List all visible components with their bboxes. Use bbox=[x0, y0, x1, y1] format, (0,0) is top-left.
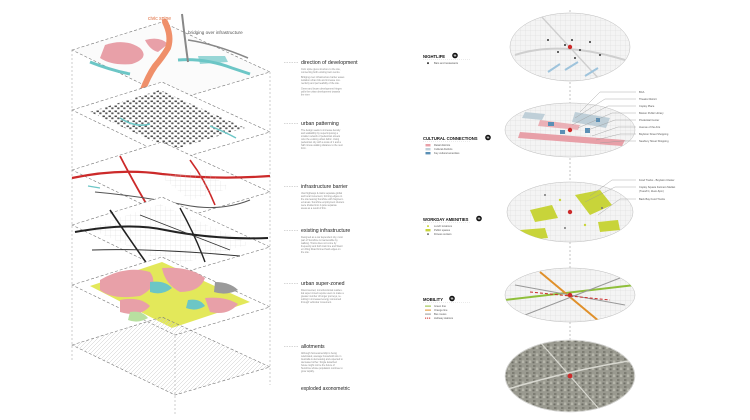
disc-nightlife bbox=[510, 13, 630, 83]
focus-pin-aerial bbox=[568, 374, 573, 379]
legend-item bbox=[425, 312, 447, 316]
layer-description-line: were divided into 4 quite separate bbox=[301, 204, 337, 207]
disc-mobility bbox=[505, 268, 635, 322]
layer-description-line: pulls the urban development towards bbox=[301, 90, 341, 94]
disc-aerial-base bbox=[505, 340, 635, 412]
legend-section bbox=[423, 216, 482, 236]
legend-item bbox=[426, 147, 454, 151]
layer-text-block bbox=[284, 121, 343, 150]
legend-label: Cultural districts bbox=[434, 148, 453, 151]
runner-icon bbox=[449, 296, 455, 302]
map-callout: Newbury Street Shopping bbox=[639, 140, 669, 143]
legend-section bbox=[423, 53, 470, 65]
legend-section-title: WORKDAY AMENITIES bbox=[423, 217, 469, 222]
map-callout: Avenue of the Arts bbox=[639, 126, 661, 129]
legend-item bbox=[426, 151, 461, 155]
layer-description-line: Bridging over infrastructure barrier eases bbox=[301, 76, 345, 80]
layer-description-line: and walkability by superimposing a bbox=[301, 132, 338, 135]
layer-description-line: onto the existing urban fabric. Using bbox=[301, 138, 340, 141]
legend-item bbox=[425, 304, 447, 308]
layer-description-line: frequently and both train line and Westr bbox=[301, 245, 343, 248]
layer-description-line: half minute walking distance to the next bbox=[301, 144, 343, 147]
layer-description-line: pedestrian city with a scale of 1 and a bbox=[301, 141, 341, 144]
exploded-axonometric-caption: exploded axonometric bbox=[301, 386, 350, 392]
layer-description-line: form. bbox=[301, 147, 307, 150]
callouts-workday bbox=[639, 178, 675, 201]
layer-description-line: The design seeks to increase density bbox=[301, 129, 341, 132]
worker-icon bbox=[476, 216, 482, 222]
layer-description-line: Green and brown development fringes bbox=[301, 87, 342, 91]
legend-label: Bars and restaurants bbox=[434, 62, 459, 65]
layer-description-line: house might not be the future of bbox=[301, 364, 335, 367]
legend-section-title: MOBILITY bbox=[423, 297, 444, 302]
cocktail-icon bbox=[452, 53, 458, 59]
legend-swatch bbox=[426, 229, 431, 231]
legend-swatch bbox=[426, 148, 431, 150]
layer-description-line: grow rapidly. bbox=[301, 370, 315, 373]
layer-text-block bbox=[284, 281, 345, 304]
legend-label: Public spaces bbox=[434, 229, 451, 232]
map-callout: Food Trucks - Boylston Cluster bbox=[639, 179, 675, 182]
layer-descriptions bbox=[284, 60, 358, 373]
layer-description-line: areas as a result of this. bbox=[301, 207, 327, 210]
legend-swatch bbox=[427, 62, 429, 64]
legend-label: Green line bbox=[434, 305, 446, 308]
legend-swatch bbox=[427, 233, 429, 235]
layer-text-block bbox=[284, 60, 358, 96]
layer-description-line: isolation urban link and increase con- bbox=[301, 79, 341, 83]
disc-workday-amenities bbox=[507, 182, 633, 242]
legend-item bbox=[427, 224, 453, 228]
layer-description-line: walking. Trains does not come by bbox=[301, 242, 337, 245]
layer-description-line: greater number of longer journeys, re- bbox=[301, 295, 342, 298]
layer-description-line: Disconnected, monofunctional residen- bbox=[301, 289, 343, 292]
legend-item bbox=[426, 143, 451, 147]
layer-description-line: ed areas. Sunshine employment clusters bbox=[301, 201, 345, 204]
map-callout: Copley Square Farmers Market bbox=[639, 186, 676, 189]
layer-description-line: Designed as a car dependent city, most bbox=[301, 236, 343, 239]
legend-swatch bbox=[427, 225, 429, 227]
legend-label: Orange line bbox=[434, 309, 448, 312]
layer-description-line: the site. bbox=[301, 251, 310, 254]
layer-description-line: ern Ring Road formed hard edges on bbox=[301, 248, 341, 251]
focus-pin-nightlife bbox=[568, 45, 572, 49]
layer-description-line: the site leaving Sunshine with fragment- bbox=[301, 198, 344, 201]
layer-title: direction of development bbox=[301, 60, 358, 66]
legend-section bbox=[423, 296, 470, 320]
legend-section bbox=[423, 135, 491, 155]
map-callout: (Tues/Fri, 11am-6pm) bbox=[639, 190, 664, 193]
legend-label: Hubway stations bbox=[434, 317, 454, 320]
theater-icon bbox=[485, 135, 491, 141]
disc-cultural-connections bbox=[505, 103, 635, 157]
layer-title: infrastructure barrier bbox=[301, 184, 348, 190]
layer-text-block bbox=[284, 184, 348, 210]
layer-description-line: part of Sunshine is inaccessible by bbox=[301, 239, 338, 242]
bridging-label: bridging over infrastructure bbox=[188, 30, 243, 35]
layer-description-line: Sunshine whose population continue to bbox=[301, 367, 343, 370]
layer-description-line: Civic spine gives structure to the site, bbox=[301, 68, 341, 71]
civic-spine-label: civic spine bbox=[148, 16, 172, 22]
map-callout: Prudential Center bbox=[639, 119, 660, 122]
layer-description-line: and local movement, forming edges on bbox=[301, 195, 343, 198]
legend-label: Lunch locations bbox=[434, 225, 453, 228]
layer-description-line: Although homeownership is being bbox=[301, 352, 337, 355]
legend-section-title: CULTURAL CONNECTIONS bbox=[423, 136, 478, 141]
layer-title: existing infrastructure bbox=[301, 228, 351, 234]
legend-label: Bus routes bbox=[434, 313, 447, 316]
layer-text-block bbox=[284, 228, 350, 254]
legend-item bbox=[425, 308, 448, 312]
legend-item bbox=[425, 316, 454, 320]
layer-description-line: tial super zoned require users to make a bbox=[301, 292, 344, 295]
layer-description-line: sulting in increased energy consumed bbox=[301, 298, 342, 301]
layer-description-line: connecting both existing town centre. bbox=[301, 71, 341, 74]
map-callout: BCA bbox=[639, 91, 645, 94]
layer-title: urban patterning bbox=[301, 121, 339, 127]
legend-label: Fitness centers bbox=[434, 233, 452, 236]
layer-description-line: the river bbox=[301, 93, 310, 97]
map-callout: Boylston Street Shopping bbox=[639, 133, 669, 136]
layer-description-line: nectivity and permeability of the site. bbox=[301, 82, 340, 86]
focus-pin-cultural bbox=[568, 128, 572, 132]
layer-title: urban super-zoned bbox=[301, 281, 345, 287]
callouts-cultural bbox=[639, 90, 669, 143]
layer-text-block bbox=[284, 344, 343, 373]
layer-description-line: celebrated, average household size in bbox=[301, 355, 342, 358]
map-callout: Theatre District bbox=[639, 98, 657, 101]
legend-label: Key cultural amenities bbox=[434, 152, 460, 155]
layer-title: allotments bbox=[301, 344, 325, 350]
legend-item bbox=[427, 61, 459, 65]
focus-pin-workday bbox=[568, 210, 572, 214]
legend-label: Retail districts bbox=[434, 144, 451, 147]
layer-description-line: Australia is decreasing and expected to bbox=[301, 358, 343, 361]
legend-item bbox=[427, 232, 452, 236]
layer-description-line: through vehicular movement. bbox=[301, 301, 332, 304]
map-callout: Copley Place bbox=[639, 105, 655, 108]
layer-allotments bbox=[72, 317, 270, 395]
layer-description-line: smaller network of pedestrian streets bbox=[301, 135, 341, 138]
focus-pin-mobility bbox=[568, 293, 572, 297]
legend-swatch bbox=[426, 144, 431, 146]
map-callout: Boston Public Library bbox=[639, 112, 664, 115]
legend-swatch bbox=[426, 152, 431, 154]
legend-item bbox=[426, 228, 451, 232]
layer-description-line: decrease further. Single detached bbox=[301, 361, 337, 364]
map-callout: Back Bay Food Trucks bbox=[639, 198, 665, 201]
layer-description-line: Vast highways & trains separate global bbox=[301, 192, 343, 195]
legend-section-title: NIGHTLIFE bbox=[423, 54, 446, 59]
